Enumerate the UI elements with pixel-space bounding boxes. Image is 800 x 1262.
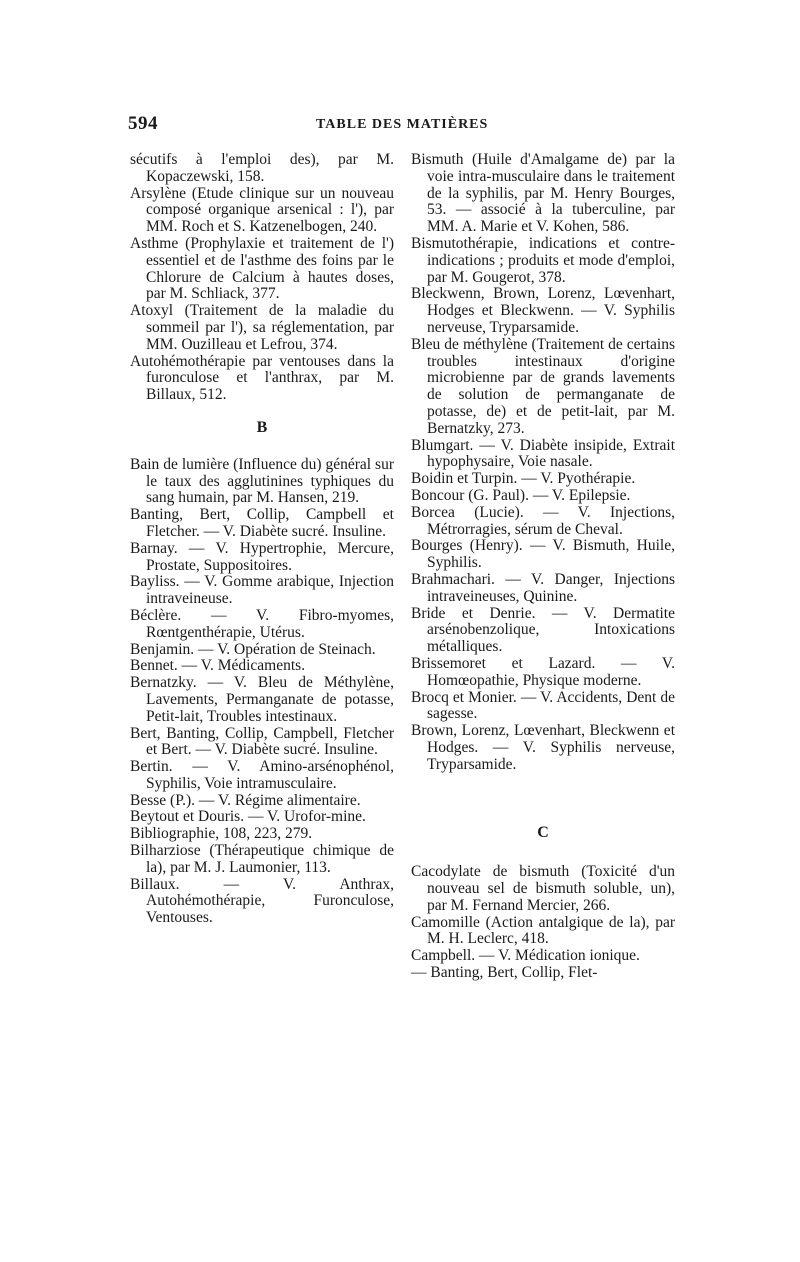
index-entry: Benjamin. — V. Opération de Steinach. [130, 640, 376, 658]
index-entry: Billaux. — V. Anthrax, Autohémothérapie, Furonculose, Ventouses. [130, 875, 394, 927]
entries-c-list [411, 864, 675, 982]
index-entry: Boncour (G. Paul). — V. Epilepsie. [411, 486, 631, 504]
index-entry: Bismuth (Huile d'Amalgame de) par la voie intra-musculaire dans le traitement de la syphilis, par M. Henry Bourges, 53. — associé à la tuberculine, par MM. A. Marie et V. Kohen, 586. [411, 151, 675, 236]
index-entry: Bernatzky. — V. Bleu de Méthylène, Lavements, Permanganate de potasse, Petit-lait, Troubles intestinaux. [130, 674, 394, 725]
index-entry: sécutifs à l'emploi des), par M. Kopaczewski, 158. [130, 151, 394, 185]
index-entry: Bilharziose (Thérapeutique chimique de la), par M. J. Laumonier, 113. [130, 842, 394, 876]
index-entry: Bayliss. — V. Gomme arabique, Injection intraveineuse. [130, 573, 394, 608]
left-column [130, 152, 394, 927]
index-entry: Autohémothérapie par ventouses dans la furonculose et l'anthrax, par M. Billaux, 512. [130, 352, 394, 404]
section-letter-c: C [537, 824, 549, 842]
page-number: 594 [128, 113, 158, 134]
entries-b-list [130, 457, 394, 927]
index-entry: Bain de lumière (Influence du) général sur le taux des agglutinines typhiques du sang humain, par M. Hansen, 219. [130, 455, 394, 507]
index-entry: Bertin. — V. Amino-arsénophénol, Syphilis, Voie intramusculaire. [130, 758, 394, 792]
index-entry: Bourges (Henry). — V. Bismuth, Huile, Syphilis. [411, 537, 675, 572]
index-entry: Bibliographie, 108, 223, 279. [130, 825, 313, 843]
index-entry: Bleu de méthylène (Traitement de certains troubles intestinaux d'origine microbienne par de grands lavements de solution de permanganate de potasse, de) et de petit-lait, par M. Bernatzky, 273. [411, 335, 675, 437]
index-entry: Brown, Lorenz, Lœvenhart, Bleckwenn et Hodges. — V. Syphilis nerveuse, Tryparsamide. [411, 722, 675, 773]
index-entry: Brissemoret et Lazard. — V. Homœopathie, Physique moderne. [411, 654, 675, 689]
index-entry: Béclère. — V. Fibro-myomes, Rœntgenthérapie, Utérus. [130, 606, 394, 641]
index-entry: Arsylène (Etude clinique sur un nouveau composé organique arsenical : l'), par MM. Roch et S. Katzenelbogen, 240. [130, 184, 394, 236]
index-entry: Bismutothérapie, indications et contre-indications ; produits et mode d'emploi, par M. Gougerot, 378. [411, 234, 675, 286]
index-entry: Brahmachari. — V. Danger, Injections intraveineuses, Quinine. [411, 570, 675, 605]
index-entry: Bride et Denrie. — V. Dermatite arsénobenzolique, Intoxications métalliques. [411, 604, 675, 656]
entries-a-list [130, 152, 394, 404]
index-entry: Bert, Banting, Collip, Campbell, Fletcher et Bert. — V. Diabète sucré. Insuline. [130, 724, 394, 759]
index-entry: Blumgart. — V. Diabète insipide, Extrait hypophysaire, Voie nasale. [411, 436, 675, 471]
index-entry: — Banting, Bert, Collip, Flet- [411, 964, 598, 982]
index-entry: Atoxyl (Traitement de la maladie du sommeil par l'), sa réglementation, par MM. Ouzilleau et Lefrou, 374. [130, 302, 394, 353]
index-entry: Camomille (Action antalgique de la), par M. H. Leclerc, 418. [411, 913, 675, 948]
index-entry: Borcea (Lucie). — V. Injections, Métrorragies, sérum de Cheval. [411, 503, 675, 538]
index-entry: Banting, Bert, Collip, Campbell et Fletcher. — V. Diabète sucré. Insuline. [130, 506, 394, 540]
index-entry: Cacodylate de bismuth (Toxicité d'un nouveau sel de bismuth soluble, un), par M. Fernand Mercier, 266. [411, 863, 675, 914]
index-entry: Bleckwenn, Brown, Lorenz, Lœvenhart, Hodges et Bleckwenn. — V. Syphilis nerveuse, Tryparsamide. [411, 285, 675, 336]
index-entry: Barnay. — V. Hypertrophie, Mercure, Prostate, Suppositoires. [130, 539, 394, 574]
index-entry: Beytout et Douris. — V. Urofor-mine. [130, 808, 366, 826]
index-entry: Campbell. — V. Médication ionique. [411, 947, 640, 965]
index-entry: Brocq et Monier. — V. Accidents, Dent de sagesse. [411, 688, 675, 723]
index-entry: Boidin et Turpin. — V. Pyothérapie. [411, 470, 636, 488]
entries-b-continued-list [411, 152, 675, 773]
index-entry: Asthme (Prophylaxie et traitement de l') essentiel et de l'asthme des foins par le Chlorure de Calcium à hautes doses, par M. Schliack, 377. [130, 234, 394, 303]
section-letter-b: B [256, 418, 268, 436]
running-title: TABLE DES MATIÈRES [316, 117, 489, 132]
right-column [411, 152, 675, 982]
index-entry: Besse (P.). — V. Régime alimentaire. [130, 791, 361, 809]
index-entry: Bennet. — V. Médicaments. [130, 657, 306, 675]
